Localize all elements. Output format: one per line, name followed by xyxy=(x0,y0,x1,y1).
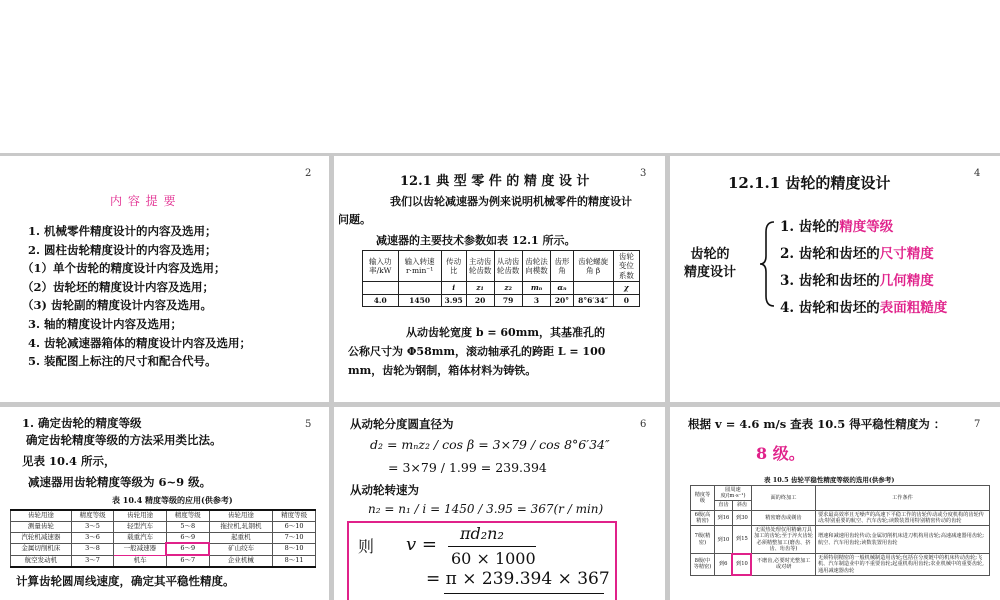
fraction-bar xyxy=(448,546,536,547)
bottom-line: 计算齿轮圆周线速度，确定其平稳性精度。 xyxy=(16,574,235,588)
header-cell: 齿轮用途 xyxy=(209,510,273,521)
list-item: （1）单个齿轮的精度设计内容及选用； xyxy=(22,261,226,276)
table-cell: 到16 xyxy=(715,510,733,525)
symbol-cell: i xyxy=(441,282,466,294)
parameter-table xyxy=(362,250,640,307)
table-cell: 起重机 xyxy=(209,532,273,543)
topic-highlight: 尺寸精度 xyxy=(879,246,934,262)
left-label-line: 精度设计 xyxy=(684,265,737,280)
table-cell: 无需热处理仅用精确刀具加工的齿轮;至于淬火齿轮必须精整加工(磨齿、挤齿、珩齿等) xyxy=(751,526,815,554)
symbol-cell: z₂ xyxy=(494,282,522,294)
header-cell: 齿轮法向模数 xyxy=(522,251,551,282)
header-cell: 齿轮螺旋角 β xyxy=(573,251,613,282)
symbol-cell: mₙ xyxy=(522,282,551,294)
section-heading: 1. 确定齿轮的精度等级 xyxy=(22,416,142,430)
table-cell: 8～10 xyxy=(273,543,316,555)
equation-line: = 3×79 / 1.99 = 239.394 xyxy=(388,460,547,475)
value-cell: 20 xyxy=(466,294,494,306)
topic-prefix: 2. 齿轮和齿坯的 xyxy=(780,246,880,262)
header-cell: 齿形角 xyxy=(551,251,573,282)
table-cell: 增速和减速用齿轮传动;金属切削机床进刀机构用齿轮;高速减速器用齿轮;航空、汽车用齿轮;读数装置用齿轮 xyxy=(815,526,989,554)
page-number: 2 xyxy=(305,168,312,179)
header-cell: 面的终加工 xyxy=(751,486,815,511)
brace-icon xyxy=(758,220,776,308)
header-cell: 输入功率/kW xyxy=(363,251,399,282)
equation-line: n₂ = n₁ / i = 1450 / 3.95 = 367(r / min) xyxy=(368,502,604,516)
equation-line: = π × 239.394 × 367 xyxy=(426,569,610,589)
table-cell: 8级(中等精密) xyxy=(691,554,715,576)
fraction-denominator: 60 × 1000 xyxy=(451,549,536,568)
header-cell: 工作条件 xyxy=(815,486,989,511)
table-row xyxy=(11,555,316,567)
table-header-row xyxy=(11,510,316,521)
page-number: 7 xyxy=(974,419,981,430)
table-cell: 3～5 xyxy=(71,521,114,532)
table-cell: 不磨齿,必要时光整加工或对研 xyxy=(751,554,815,576)
value-cell: 79 xyxy=(494,294,522,306)
slide-title: 12.1.1 齿轮的精度设计 xyxy=(728,174,891,192)
table-cell: 6级(高精密) xyxy=(691,510,715,525)
topic-prefix: 1. 齿轮的 xyxy=(780,219,840,235)
label-line: 从动轮转速为 xyxy=(350,483,419,497)
symbol-cell: χ xyxy=(613,282,639,294)
page-number: 4 xyxy=(974,168,981,179)
list-item: （3) 齿轮副的精度设计内容及选用。 xyxy=(22,298,212,313)
slide-3[interactable] xyxy=(334,156,665,402)
highlighted-cell: 6～9 xyxy=(166,543,209,555)
ze-label: 则 xyxy=(358,537,375,556)
page-number: 3 xyxy=(640,168,647,179)
symbol-cell xyxy=(363,282,399,294)
header-cell: 斜齿 xyxy=(732,501,751,510)
description-paragraph xyxy=(348,323,605,380)
table-cell: 无须特别精密的一般机械制造用齿轮;包括在分度链中的机床传动齿轮;飞机、汽车制造业中的不重要齿轮;起重机构用齿轮;农业机械中的重要齿轮,通用减速器齿轮 xyxy=(815,554,989,576)
table-cell: 3～7 xyxy=(71,555,114,567)
table-cell: 一般减速器 xyxy=(114,543,166,555)
header-cell: 齿轮变位系数 xyxy=(613,251,639,282)
equation-line: d₂ = mₙz₂ / cos β = 3×79 / cos 8°6′34″ xyxy=(370,437,610,452)
slide-5[interactable] xyxy=(0,407,329,600)
paragraph-line: 从动齿轮宽度 b = 60mm，其基准孔的 xyxy=(406,326,605,339)
fraction-numerator: πd₂n₂ xyxy=(460,524,504,543)
topic-highlight: 几何精度 xyxy=(879,273,934,289)
table-row xyxy=(691,510,990,525)
table-row-highlighted xyxy=(11,543,316,555)
topic-item xyxy=(780,241,947,268)
left-label xyxy=(684,246,736,282)
table-cell: 7～10 xyxy=(273,532,316,543)
header-cell: 精度等级 xyxy=(71,510,114,521)
table-cell: 测量齿轮 xyxy=(11,521,72,532)
table-symbol-row xyxy=(363,282,640,294)
table-caption: 表 10.5 齿轮平稳性精度等级的选用(供参考) xyxy=(764,476,895,484)
table-header-row xyxy=(691,486,990,501)
result-text: 8 级。 xyxy=(756,444,805,463)
slide-4[interactable] xyxy=(670,156,1000,402)
value-cell: 0 xyxy=(613,294,639,306)
paragraph-line: mm，齿轮为钢制，箱体材料为铸铁。 xyxy=(348,364,537,377)
intro-paragraph: 我们以齿轮减速器为例来说明机械零件的精度设计问题。 xyxy=(338,195,632,226)
left-label-line: 齿轮的 xyxy=(690,247,730,262)
symbol-cell: z₁ xyxy=(466,282,494,294)
table-cell: 载重汽车 xyxy=(114,532,166,543)
table-cell: 3～6 xyxy=(71,532,114,543)
page-number: 6 xyxy=(640,419,647,430)
table-cell: 到30 xyxy=(732,510,751,525)
topic-item xyxy=(780,295,947,322)
table-header-row xyxy=(363,251,640,282)
table-caption: 减速器的主要技术参数如表 12.1 所示。 xyxy=(376,234,576,247)
table-cell: 6～9 xyxy=(166,532,209,543)
table-cell: 精密磨齿或剃齿 xyxy=(751,510,815,525)
header-cell: 传动比 xyxy=(441,251,466,282)
list-item: 3. 轴的精度设计内容及选用； xyxy=(28,316,183,331)
header-cell: 主动齿轮齿数 xyxy=(466,251,494,282)
symbol-cell: αₙ xyxy=(551,282,573,294)
table-row xyxy=(691,554,990,576)
page-number: 5 xyxy=(305,419,312,430)
table-cell: 矿山绞车 xyxy=(209,543,273,555)
topic-highlight: 表面粗糙度 xyxy=(879,300,948,316)
header-cell: 输入转速r·min⁻¹ xyxy=(398,251,441,282)
slide-title: 内 容 提 要 xyxy=(110,194,177,208)
header-cell: 精度等级 xyxy=(273,510,316,521)
table-cell: 到6 xyxy=(715,554,733,576)
topic-item xyxy=(780,214,947,241)
value-cell: 3 xyxy=(522,294,551,306)
fraction-bar xyxy=(444,593,604,594)
body-line: 根据 v = 4.6 m/s 查表 10.5 得平稳性精度为 ： xyxy=(688,417,946,431)
label-line: 从动轮分度圆直径为 xyxy=(350,417,454,431)
table-cell: 3～8 xyxy=(71,543,114,555)
body-line: 见表 10.4 所示， xyxy=(22,454,116,468)
symbol-cell xyxy=(398,282,441,294)
topic-prefix: 4. 齿轮和齿坯的 xyxy=(780,300,880,316)
header-cell: 齿轮用途 xyxy=(114,510,166,521)
value-cell: 8°6′34″ xyxy=(573,294,613,306)
list-item: 5. 装配图上标注的尺寸和配合代号。 xyxy=(28,354,217,369)
table-caption: 表 10.4 精度等级的应用(供参考) xyxy=(112,495,233,505)
table-value-row xyxy=(363,294,640,306)
header-cell: 精度等级 xyxy=(166,510,209,521)
highlighted-cell: 到10 xyxy=(732,554,751,576)
table-row xyxy=(691,526,990,554)
header-cell: 精度等级 xyxy=(691,486,715,511)
table-cell: 7级(精密) xyxy=(691,526,715,554)
table-cell: 6～7 xyxy=(166,555,209,567)
value-cell: 4.0 xyxy=(363,294,399,306)
table-row xyxy=(11,532,316,543)
body-line: 减速器用齿轮精度等级为 6~9 级。 xyxy=(28,475,212,489)
symbol-cell xyxy=(573,282,613,294)
topic-item xyxy=(780,268,947,295)
table-cell: 机车 xyxy=(114,555,166,567)
slide-title: 12.1 典 型 零 件 的 精 度 设 计 xyxy=(400,174,590,189)
slide-2[interactable] xyxy=(0,156,329,402)
header-cell: 齿轮用途 xyxy=(11,510,72,521)
table-cell: 企业机械 xyxy=(209,555,273,567)
slide-6[interactable] xyxy=(334,407,665,600)
table-cell: 到15 xyxy=(732,526,751,554)
header-cell: 圆周速度/(m·s⁻¹) xyxy=(715,486,752,501)
table-cell: 拖拉机,轧钢机 xyxy=(209,521,273,532)
table-cell: 5～8 xyxy=(166,521,209,532)
header-cell: 从动齿轮齿数 xyxy=(494,251,522,282)
paragraph-line: 公称尺寸为 Φ58mm，滚动轴承孔的跨距 L = 100 xyxy=(348,345,606,358)
precision-application-table xyxy=(10,509,316,568)
value-cell: 3.95 xyxy=(441,294,466,306)
velocity-symbol: v = xyxy=(406,534,437,555)
table-row xyxy=(11,521,316,532)
slide-7[interactable] xyxy=(670,407,1000,600)
table-cell: 6～10 xyxy=(273,521,316,532)
table-cell: 要求最高效率且无噪声的高速下平稳工作的齿轮传动或分度机构的齿轮传动;特别重要的航空、汽车齿轮;读数装置用特别精密传动的齿轮 xyxy=(815,510,989,525)
list-item: 2. 圆柱齿轮精度设计的内容及选用； xyxy=(28,242,217,257)
topic-prefix: 3. 齿轮和齿坯的 xyxy=(780,273,880,289)
table-cell: 金属切削机床 xyxy=(11,543,72,555)
list-item: （2）齿轮坯的精度设计内容及选用； xyxy=(22,279,214,294)
value-cell: 20° xyxy=(551,294,573,306)
table-cell: 8～11 xyxy=(273,555,316,567)
header-cell: 直齿 xyxy=(715,501,733,510)
list-item: 1. 机械零件精度设计的内容及选用； xyxy=(28,224,217,238)
table-cell: 航空发动机 xyxy=(11,555,72,567)
outline-list xyxy=(22,222,252,371)
stability-precision-table xyxy=(690,485,990,576)
table-cell: 到10 xyxy=(715,526,733,554)
topic-highlight: 精度等级 xyxy=(839,219,894,235)
table-cell: 轻型汽车 xyxy=(114,521,166,532)
table-cell: 汽轮机减速器 xyxy=(11,532,72,543)
value-cell: 1450 xyxy=(398,294,441,306)
list-item: 4. 齿轮减速器箱体的精度设计内容及选用； xyxy=(28,335,252,350)
topic-list xyxy=(780,214,947,322)
body-line: 确定齿轮精度等级的方法采用类比法。 xyxy=(26,433,222,447)
